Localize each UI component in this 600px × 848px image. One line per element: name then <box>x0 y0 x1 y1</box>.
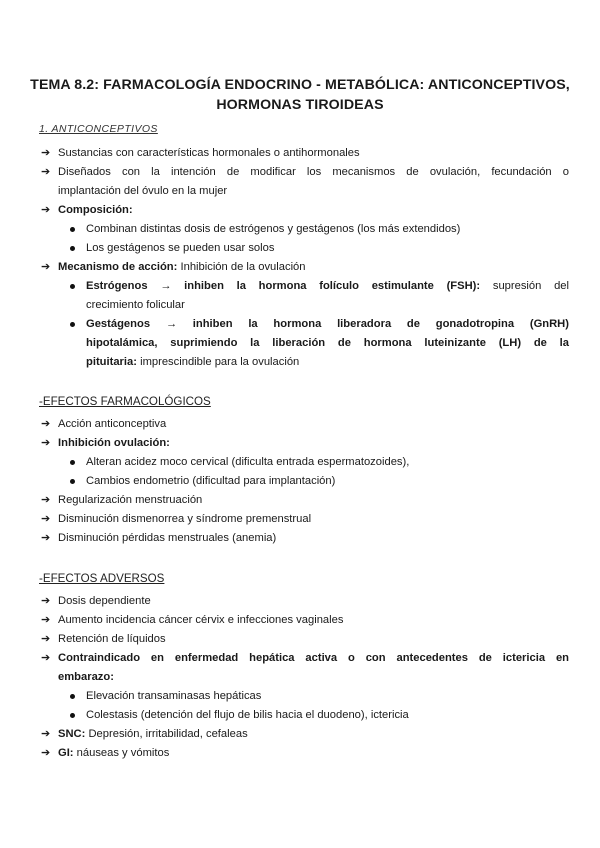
gestagenos-line-2: hipotalámica, suprimiendo la liberación de hormona luteinizante (LH) de la <box>86 337 569 349</box>
list-item: Acción anticonceptiva <box>58 418 167 430</box>
list-subitem: Elevación transaminasas hepáticas <box>86 690 262 702</box>
arrow-icon: ➔ <box>41 437 51 449</box>
bullet-icon <box>70 460 75 465</box>
list-item: Aumento incidencia cáncer cérvix e infecciones vaginales <box>58 614 344 626</box>
estrogenos-item: Estrógenos → inhiben la hormona folículo estimulante (FSH): supresión del <box>86 280 569 292</box>
page-title <box>30 75 570 115</box>
arrow-icon: ➔ <box>41 532 51 544</box>
bullet-icon <box>70 284 75 289</box>
bullet-icon <box>70 227 75 232</box>
arrow-icon: ➔ <box>41 728 51 740</box>
section-heading-efectos-adversos: -EFECTOS ADVERSOS <box>39 572 165 585</box>
section-heading-efectos-farmacologicos: -EFECTOS FARMACOLÓGICOS <box>39 395 211 408</box>
bullet-icon <box>70 479 75 484</box>
arrow-icon: ➔ <box>41 261 51 273</box>
mecanismo-item: Mecanismo de acción: Inhibición de la ovulación <box>58 261 306 273</box>
arrow-icon: ➔ <box>41 652 51 664</box>
snc-item: SNC: Depresión, irritabilidad, cefaleas <box>58 728 248 740</box>
bullet-icon <box>70 246 75 251</box>
arrow-icon: ➔ <box>41 147 51 159</box>
arrow-icon: ➔ <box>41 513 51 525</box>
arrow-icon: ➔ <box>41 614 51 626</box>
list-item-continuation: implantación del óvulo en la mujer <box>58 185 228 197</box>
list-item: Retención de líquidos <box>58 633 166 645</box>
list-subitem: Alteran acidez moco cervical (dificulta entrada espermatozoides), <box>86 456 410 468</box>
gestagenos-line-3: pituitaria: imprescindible para la ovulación <box>86 356 300 368</box>
list-item: Diseñados con la intención de modificar los mecanismos de ovulación, fecundación o <box>58 166 569 178</box>
arrow-icon: ➔ <box>41 595 51 607</box>
list-item: Disminución dismenorrea y síndrome premenstrual <box>58 513 312 525</box>
estrogenos-continuation: crecimiento folicular <box>86 299 185 311</box>
inhibicion-label: Inhibición ovulación: <box>58 437 170 449</box>
bullet-icon <box>70 694 75 699</box>
gestagenos-line-1: Gestágenos → inhiben la hormona liberadora de gonadotropina (GnRH) <box>86 318 569 330</box>
list-subitem: Los gestágenos se pueden usar solos <box>86 242 275 254</box>
bullet-icon <box>70 322 75 327</box>
arrow-icon: ➔ <box>41 418 51 430</box>
arrow-icon: ➔ <box>41 633 51 645</box>
contraindicado-line-2: embarazo: <box>58 671 114 683</box>
arrow-icon: ➔ <box>41 204 51 216</box>
bullet-icon <box>70 713 75 718</box>
section-heading-anticonceptivos: 1. ANTICONCEPTIVOS <box>39 123 158 135</box>
list-item: Disminución pérdidas menstruales (anemia) <box>58 532 277 544</box>
composicion-label: Composición: <box>58 204 133 216</box>
arrow-icon: ➔ <box>41 166 51 178</box>
gi-item: GI: náuseas y vómitos <box>58 747 170 759</box>
list-subitem: Combinan distintas dosis de estrógenos y gestágenos (los más extendidos) <box>86 223 461 235</box>
list-subitem: Cambios endometrio (dificultad para implantación) <box>86 475 336 487</box>
list-item: Sustancias con características hormonales o antihormonales <box>58 147 360 159</box>
arrow-icon: ➔ <box>41 494 51 506</box>
list-subitem: Colestasis (detención del flujo de bilis hacia el duodeno), ictericia <box>86 709 409 721</box>
title-line-1: TEMA 8.2: FARMACOLOGÍA ENDOCRINO - METABÓLICA: ANTICONCEPTIVOS, <box>30 77 570 93</box>
list-item: Dosis dependiente <box>58 595 151 607</box>
list-item: Regularización menstruación <box>58 494 203 506</box>
arrow-icon: ➔ <box>41 747 51 759</box>
contraindicado-line-1: Contraindicado en enfermedad hepática activa o con antecedentes de ictericia en <box>58 652 569 664</box>
title-line-2: HORMONAS TIROIDEAS <box>216 97 384 113</box>
